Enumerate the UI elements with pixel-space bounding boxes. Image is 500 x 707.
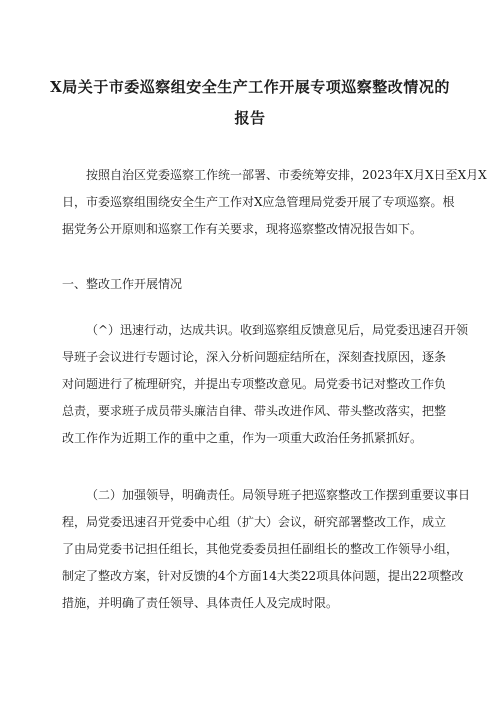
section-2-line: 程，局党委迅速召开党委中心组（扩大）会议，研究部署整改工作，成立 — [62, 515, 447, 529]
section-1-line: 总责，要求班子成员带头廉洁自律、带头改进作风、带头整改落实，把整 — [62, 404, 447, 418]
section-2-paragraph — [62, 482, 471, 617]
section-1-line: 改工作作为近期工作的重中之重，作为一项重大政治任务抓紧抓好。 — [62, 431, 423, 445]
section-2-line: （二）加强领导，明确责任。局领导班子把巡察整改工作摆到重要议事日 — [86, 488, 471, 502]
section-heading-1: 一、整改工作开展情况 — [62, 277, 183, 291]
section-1-line: 导班子会议进行专题讨论，深入分析问题症结所在，深刻查找原因，逐条 — [62, 350, 447, 364]
intro-line: 据党务公开原则和巡察工作有关要求，现将巡察整改情况报告如下。 — [62, 222, 423, 236]
intro-line: 按照自治区党委巡察工作统一部署、市委统筹安排，2023年X月X日至X月X — [86, 168, 487, 182]
document-title-line-2: 报告 — [234, 109, 266, 127]
document-title-line-1: X局关于市委巡察组安全生产工作开展专项巡察整改情况的 — [50, 78, 450, 96]
section-2-line: 措施，并明确了责任领导、具体责任人及完成时限。 — [62, 596, 339, 610]
section-1-line: 对问题进行了梳理研究，并提出专项整改意见。局党委书记对整改工作负 — [62, 377, 447, 391]
section-1-line: （^）迅速行动，达成共识。收到巡察组反馈意见后，局党委迅速召开领 — [86, 323, 469, 337]
section-2-line: 制定了整改方案，针对反馈的4个方面14大类22项具体问题，提出22项整改 — [62, 569, 464, 583]
section-2-line: 了由局党委书记担任组长，其他党委委员担任副组长的整改工作领导小组， — [62, 542, 459, 556]
intro-line: 日，市委巡察组围绕安全生产工作对X应急管理局党委开展了专项巡察。根 — [62, 195, 455, 209]
intro-paragraph — [62, 162, 487, 243]
section-1-paragraph — [62, 317, 469, 452]
